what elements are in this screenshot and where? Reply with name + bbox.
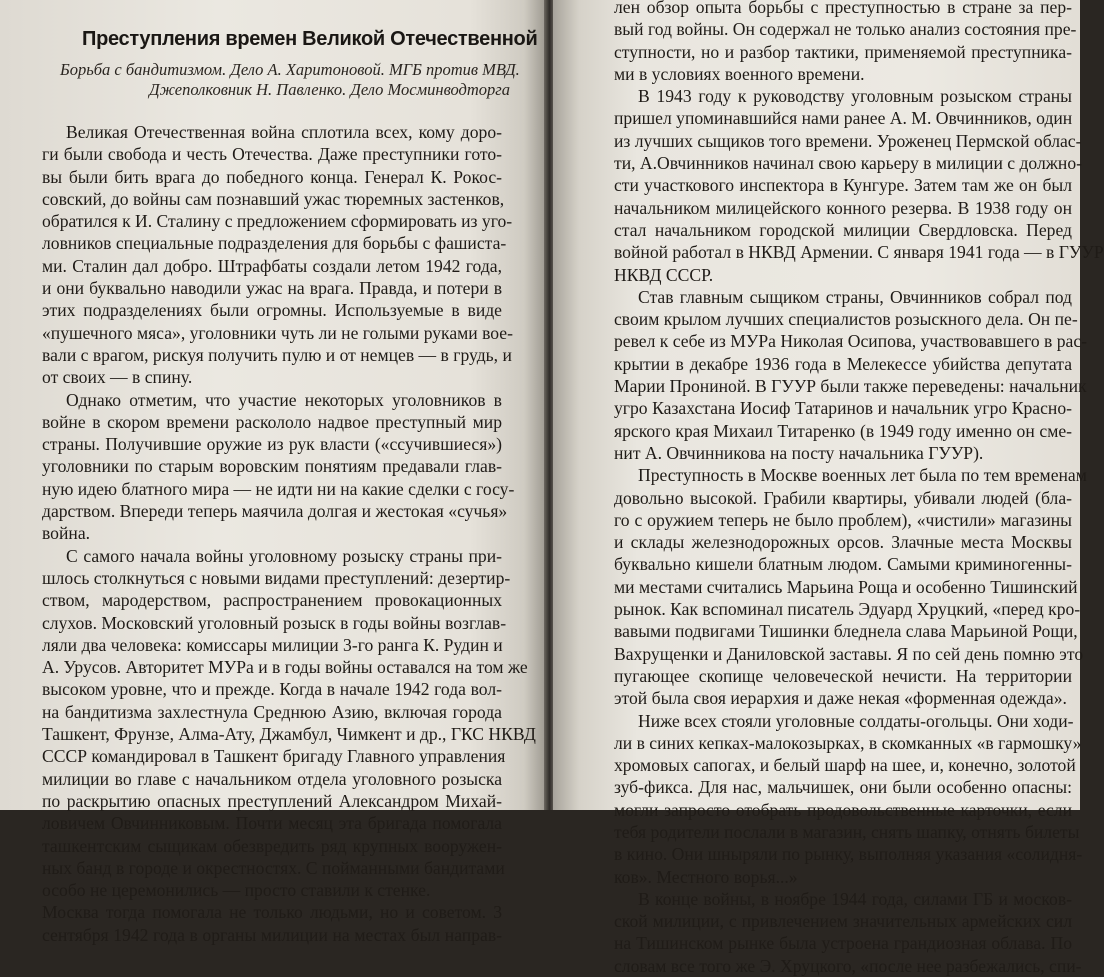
text-line: по раскрытию опасных преступлений Александром Михай- [42,790,502,811]
text-line: сти участкового инспектора в Кунгуре. Затем там же он был [614,175,1072,196]
text-line: ги были свобода и честь Отечества. Даже преступники гото- [42,144,502,165]
text-line: ми местами считались Марьина Роща и особенно Тишинский [614,576,1078,597]
text-line: угро Казахстана Иосиф Татаринов и начальник угро Красно- [614,398,1072,419]
text-line: войне в скором времени раскололо надвое преступный мир [42,411,502,432]
text-line: нит А. Овчинникова на посту начальника ГУУР). [614,442,984,463]
text-line: буквально кишели блатным людом. Самыми криминогенны- [614,554,1072,575]
text-line: довольно высокой. Грабили квартиры, убивали людей (бла- [614,487,1072,508]
text-line: войной работал в НКВД Армении. С января 1941 года — в ГУУР [614,242,1104,263]
text-line: и они буквально наводили ужас на врага. Правда, и потери в [42,278,502,299]
text-line: высоком уровне, что и прежде. Когда в начале 1942 года вол- [42,679,502,700]
text-line: стал начальником городской милиции Свердловска. Перед [614,219,1072,240]
text-line: слухов. Московский уголовный розыск в годы войны возглав- [42,612,507,633]
text-line: Ташкент, Фрунзе, Алма-Ату, Джамбул, Чимкент и др., ГКС НКВД [42,724,536,745]
text-line: вавыми подвигами Тишинки бледнела слава Марьиной Рощи, [614,621,1078,642]
text-line: Ниже всех стояли уголовные солдаты-огольцы. Они ходи- [638,710,1074,731]
text-line: этой была своя иерархия и даже некая «форменная одежда». [614,688,1067,709]
text-line: ляли два человека: комиссары милиции 3-го ранга К. Рудин и [42,634,503,655]
text-line: ташкентским сыщикам обезвредить ряд крупных вооружен- [42,835,502,856]
text-line: Марии Прониной. В ГУУР были также переведены: начальник [614,376,1087,397]
text-line: В 1943 году к руководству уголовным розыском страны [638,86,1072,107]
text-line: война. [42,523,91,544]
text-line: этих подразделениях были огромны. Используемые в виде [42,300,502,321]
text-line: Москва тогда помогала не только людьми, но и советом. 3 [42,902,502,923]
text-line: ми в условиях военного времени. [614,63,865,84]
text-line: страны. Получившие оружие из рук власти («ссучившиеся») [42,434,502,455]
text-line: ловичем Овчинниковым. Почти месяц эта бригада помогала [42,813,502,834]
text-line: совский, до войны сам познавший ужас тюремных застенков, [42,188,505,209]
text-line: лен обзор опыта борьбы с преступностью в стране за пер- [614,0,1072,17]
text-line: ревел к себе из МУРа Николая Осипова, участвовавшего в рас- [614,331,1088,352]
text-line: пришел упоминавшийся нами ранее А. М. Овчинников, один [614,108,1073,129]
text-line: В конце войны, в ноябре 1944 года, силами ГБ и москов- [638,888,1072,909]
text-line: ступности, но и разбор тактики, применяемой преступника- [614,41,1072,62]
text-line: шлось столкнуться с новыми видами преступлений: дезертир- [42,567,511,588]
text-line: от своих — в спину. [42,367,193,388]
text-line: ской милиции, с привлечением значительных армейских сил [614,911,1072,932]
text-line: на Тишинском рынке была устроена грандиозная облава. По [614,933,1072,954]
text-line: ством, мародерством, распространением провокационных [42,590,502,611]
text-line: НКВД СССР. [614,264,714,285]
text-line: рынок. Как вспоминал писатель Эдуард Хруцкий, «перед кро- [614,599,1081,620]
text-line: пугающее скопище человеческой нечисти. На территории [614,665,1072,686]
text-line: тебя родители послали в магазин, снять шапку, отнять билеты [614,821,1080,842]
text-line: ных банд в городе и окрестностях. С пойманными бандитами [42,857,505,878]
text-line: С самого начала войны уголовному розыску страны при- [66,545,502,566]
text-line: ми. Сталин дал добро. Штрафбаты создали летом 1942 года, [42,255,502,276]
text-line: могли запросто отобрать продовольственные карточки, если [614,799,1072,820]
text-line: дарством. Впереди теперь маячила долгая и жестокая «сучья» [42,501,508,522]
chapter-subtitle [60,60,520,100]
text-line: начальником милицейского конного резерва. В 1938 году он [614,197,1072,218]
text-line: Став главным сыщиком страны, Овчинников собрал под [638,286,1072,307]
right-page [553,0,1104,976]
subtitle-line: Борьба с бандитизмом. Дело А. Харитоновой. МГБ против МВД. [60,60,520,79]
text-line: в кино. Они шныряли по рынку, выполняя указания «солидня- [614,844,1083,865]
text-line: своим крылом лучших специалистов розыскного дела. Он пе- [614,309,1078,330]
text-line: го с оружием теперь не было проблем), «чистили» магазины [614,509,1072,530]
text-line: словам все того же Э. Хруцкого, «после нее разбежались, спи- [614,955,1082,976]
right-page-text [614,0,1104,977]
text-line: А. Урусов. Авторитет МУРа и в годы войны оставался на том же [42,657,528,678]
text-line: СССР командировал в Ташкент бригаду Главного управления [42,746,506,767]
text-line: Вахрущенки и Даниловской заставы. Я по сей день помню это [614,643,1084,664]
text-line: ную идею блатного мира — не идти ни на какие сделки с госу- [42,478,515,499]
text-line: вы были бить врага до победного конца. Генерал К. Рокос- [42,166,502,187]
text-line: «пушечного мяса», уголовники чуть ли не голыми руками вое- [42,322,513,343]
text-line: Преступность в Москве военных лет была по тем временам [638,465,1087,486]
text-line: Великая Отечественная война сплотила всех, кому доро- [66,122,502,142]
subtitle-line: Джеполковник Н. Павленко. Дело Мосминводторга [149,80,510,99]
text-line: из лучших сыщиков того времени. Уроженец Пермской облас- [614,130,1082,151]
text-line: зуб-фикса. Для нас, мальчишек, они были особенно опасны: [614,777,1072,798]
text-line: ловников специальные подразделения для борьбы с фашиста- [42,233,507,254]
text-line: и склады железнодорожных орсов. Злачные места Москвы [614,532,1072,553]
text-line: Однако отметим, что участие некоторых уголовников в [66,389,502,410]
left-page [0,0,546,945]
text-line: на бандитизма захлестнула Среднюю Азию, включая города [42,701,502,722]
text-line: обратился к И. Сталину с предложением сформировать из уго- [42,211,513,232]
left-page-text [42,121,536,946]
text-line: милиции во главе с начальником отдела уголовного розыска [42,768,502,789]
text-line: вый год войны. Он содержал не только анализ состояния пре- [614,19,1077,40]
chapter-heading: Преступления времен Великой Отечественной [82,28,538,50]
text-line: вали с врагом, рискуя получить пулю и от немцев — в грудь, и [42,344,512,365]
text-line: ков». Местного ворья...» [614,866,798,887]
text-line: ли в синих кепках-малокозырках, в скомканных «в гармошку» [614,732,1082,753]
text-line: крытии в декабре 1936 года в Мелекессе убийства депутата [614,353,1072,374]
text-line: уголовники по старым воровским понятиям предавали глав- [42,456,502,477]
text-line: сентября 1942 года в органы милиции на местах был направ- [42,924,502,945]
text-line: хромовых сапогах, и белый шарф на шее, и, конечно, золотой [614,755,1076,776]
text-line: ти, А.Овчинников начинал свою карьеру в милиции с должно- [614,153,1082,174]
text-line: особо не церемонились — просто ставили к стенке. [42,880,431,901]
text-line: ярского края Михаил Титаренко (в 1949 году именно он сме- [614,420,1072,441]
